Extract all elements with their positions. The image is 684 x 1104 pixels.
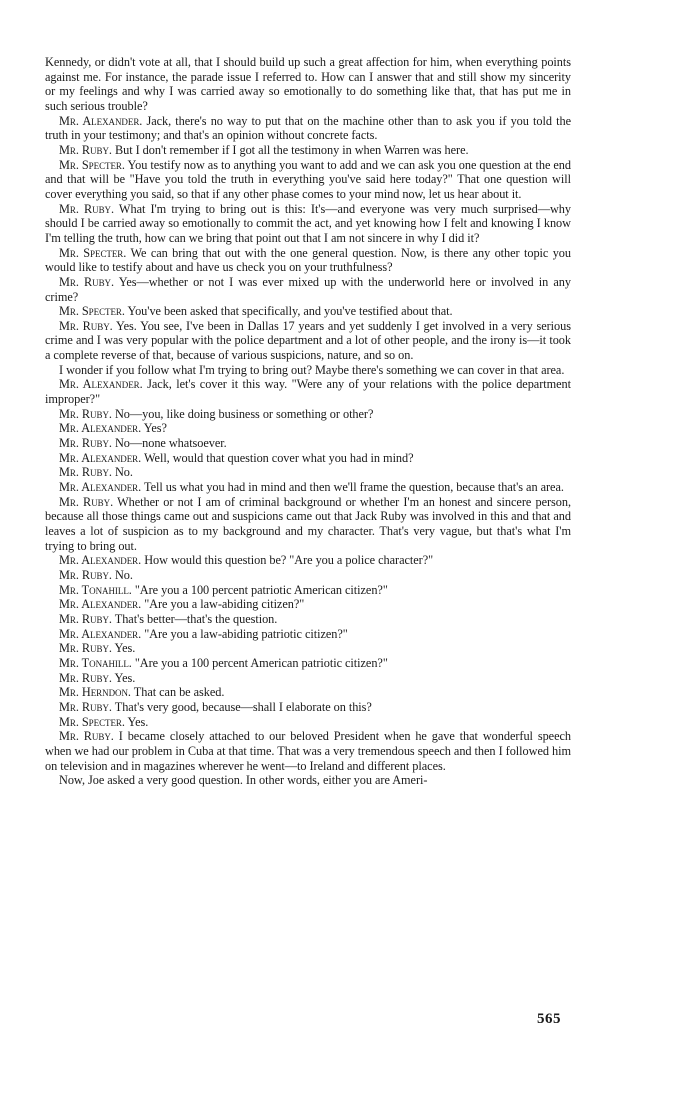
testimony-paragraph xyxy=(45,158,571,202)
testimony-paragraph xyxy=(45,641,571,656)
speaker-name: Mr. Alexander. xyxy=(59,113,143,128)
speaker-name: Mr. Alexander. xyxy=(59,597,142,612)
paragraph-text: That's very good, because—shall I elaborate on this? xyxy=(114,699,372,714)
speaker-name: Mr. Alexander. xyxy=(59,553,142,568)
speaker-name: Mr. Ruby. xyxy=(59,274,115,289)
paragraph-text: No. xyxy=(114,465,133,480)
speaker-name: Mr. Specter. xyxy=(59,157,125,172)
testimony-paragraph xyxy=(45,715,571,730)
paragraph-text: No—none whatsoever. xyxy=(114,436,227,451)
paragraph-text: Yes. xyxy=(127,714,149,729)
testimony-text xyxy=(45,55,571,788)
speaker-name: Mr. Tonahill. xyxy=(59,582,132,597)
paragraph-text: I became closely attached to our beloved President when he gave that wonderful speech when we had our problem in Cuba at that time. That was a very tremendous speech and then I followed him on television and in magazines wherever he went—to Ireland and different places. xyxy=(45,729,571,773)
testimony-paragraph xyxy=(45,568,571,583)
paragraph-text: "Are you a law-abiding citizen?" xyxy=(144,597,305,612)
testimony-paragraph xyxy=(45,627,571,642)
speaker-name: Mr. Ruby. xyxy=(59,611,112,626)
testimony-paragraph xyxy=(45,246,571,275)
speaker-name: Mr. Tonahill. xyxy=(59,655,132,670)
testimony-paragraph xyxy=(45,451,571,466)
paragraph-text: Yes—whether or not I was ever mixed up with the underworld here or involved in any crime? xyxy=(45,274,571,304)
speaker-name: Mr. Ruby. xyxy=(59,465,112,480)
paragraph-text: "Are you a law-abiding patriotic citizen?" xyxy=(144,626,348,641)
speaker-name: Mr. Ruby. xyxy=(59,201,115,216)
paragraph-text: What I'm trying to bring out is this: It's—and everyone was very much surprised—why should I be carried away so emotionally to commit the act, and yet knowing how I felt and knowing I know I'm telling the truth, how can we bring that point out that I am not sincere in why I did it? xyxy=(45,201,571,245)
paragraph-text: That can be asked. xyxy=(133,685,225,700)
testimony-paragraph xyxy=(45,202,571,246)
speaker-name: Mr. Ruby. xyxy=(59,406,112,421)
testimony-paragraph xyxy=(45,773,571,788)
paragraph-text: How would this question be? "Are you a police character?" xyxy=(144,553,434,568)
paragraph-text: Now, Joe asked a very good question. In other words, either you are Ameri- xyxy=(59,773,428,788)
speaker-name: Mr. Ruby. xyxy=(59,494,114,509)
testimony-paragraph xyxy=(45,465,571,480)
paragraph-text: But I don't remember if I got all the testimony in when Warren was here. xyxy=(114,142,469,157)
speaker-name: Mr. Ruby. xyxy=(59,567,112,582)
paragraph-text: No—you, like doing business or something or other? xyxy=(114,406,374,421)
testimony-paragraph xyxy=(45,495,571,554)
paragraph-text: Whether or not I am of criminal background or whether I'm an honest and sincere person, because all those things came out and suspicions came out that Jack Ruby was involved in this and that and leaves a lot of suspicion as to my background and my character. That's very vague, but that's what I'm trying to bring out. xyxy=(45,494,571,553)
speaker-name: Mr. Alexander. xyxy=(59,626,142,641)
paragraph-text: Jack, let's cover it this way. "Were any of your relations with the police department improper?" xyxy=(45,377,571,407)
paragraph-text: That's better—that's the question. xyxy=(114,611,278,626)
speaker-name: Mr. Ruby. xyxy=(59,670,112,685)
testimony-paragraph xyxy=(45,583,571,598)
paragraph-text: Yes. xyxy=(114,641,136,656)
paragraph-text: You've been asked that specifically, and you've testified about that. xyxy=(127,304,453,319)
testimony-paragraph xyxy=(45,612,571,627)
testimony-paragraph xyxy=(45,729,571,773)
paragraph-text: Tell us what you had in mind and then we'll frame the question, because that's an area. xyxy=(143,480,564,495)
testimony-paragraph xyxy=(45,319,571,363)
speaker-name: Mr. Ruby. xyxy=(59,142,112,157)
testimony-paragraph xyxy=(45,377,571,406)
testimony-paragraph xyxy=(45,685,571,700)
paragraph-text: "Are you a 100 percent patriotic American citizen?" xyxy=(134,582,388,597)
paragraph-text: Yes. xyxy=(114,670,136,685)
speaker-name: Mr. Alexander. xyxy=(59,480,142,495)
paragraph-text: "Are you a 100 percent American patriotic citizen?" xyxy=(134,655,388,670)
testimony-paragraph xyxy=(45,671,571,686)
testimony-paragraph xyxy=(45,421,571,436)
speaker-name: Mr. Herndon. xyxy=(59,685,131,700)
testimony-paragraph xyxy=(45,553,571,568)
testimony-paragraph xyxy=(45,407,571,422)
paragraph-text: Jack, there's no way to put that on the machine other than to ask you if you told the truth in your testimony; and that's an opinion without concrete facts. xyxy=(45,113,571,143)
paragraph-text: No. xyxy=(114,567,133,582)
paragraph-text: Well, would that question cover what you had in mind? xyxy=(143,450,414,465)
speaker-name: Mr. Ruby. xyxy=(59,641,112,656)
paragraph-text: I wonder if you follow what I'm trying to bring out? Maybe there's something we can cover in that area. xyxy=(59,362,565,377)
testimony-paragraph xyxy=(45,55,571,114)
speaker-name: Mr. Specter. xyxy=(59,245,127,260)
speaker-name: Mr. Alexander. xyxy=(59,377,143,392)
paragraph-text: Yes? xyxy=(143,421,167,436)
paragraph-text: You testify now as to anything you want to add and we can ask you one question at the end and that will be "Have you told the truth in everything you've said here today?" That one question will cover everything you said, so that if any other phase comes to your mind now, let us hear about it. xyxy=(45,157,572,201)
testimony-paragraph xyxy=(45,480,571,495)
speaker-name: Mr. Ruby. xyxy=(59,729,114,744)
testimony-paragraph xyxy=(45,363,571,378)
testimony-paragraph xyxy=(45,114,571,143)
testimony-paragraph xyxy=(45,656,571,671)
paragraph-text: Kennedy, or didn't vote at all, that I should build up such a great affection for him, when everything points against me. For instance, the parade issue I referred to. How can I answer that and still show my sincerity or my feelings and why I was carried away so emotionally to do something like that, that has put me in such serious trouble? xyxy=(45,55,571,113)
paragraph-text: Yes. You see, I've been in Dallas 17 years and yet suddenly I get involved in a very serious crime and I was very popular with the police department and a lot of other people, and the irony is—it took a complete reverse of that, because of various suspicions, nature, and so on. xyxy=(45,318,571,363)
testimony-paragraph xyxy=(45,143,571,158)
testimony-paragraph xyxy=(45,275,571,304)
page-number: 565 xyxy=(537,1011,561,1027)
testimony-paragraph xyxy=(45,304,571,319)
testimony-paragraph xyxy=(45,597,571,612)
testimony-paragraph xyxy=(45,700,571,715)
speaker-name: Mr. Specter. xyxy=(59,304,125,319)
speaker-name: Mr. Alexander. xyxy=(59,450,142,465)
speaker-name: Mr. Ruby. xyxy=(59,699,112,714)
paragraph-text: We can bring that out with the one general question. Now, is there any other topic you would like to testify about and have us check you on your truthfulness? xyxy=(45,245,571,275)
speaker-name: Mr. Ruby. xyxy=(59,436,112,451)
speaker-name: Mr. Specter. xyxy=(59,714,125,729)
speaker-name: Mr. Alexander. xyxy=(59,421,142,436)
testimony-paragraph xyxy=(45,436,571,451)
speaker-name: Mr. Ruby. xyxy=(59,318,113,333)
